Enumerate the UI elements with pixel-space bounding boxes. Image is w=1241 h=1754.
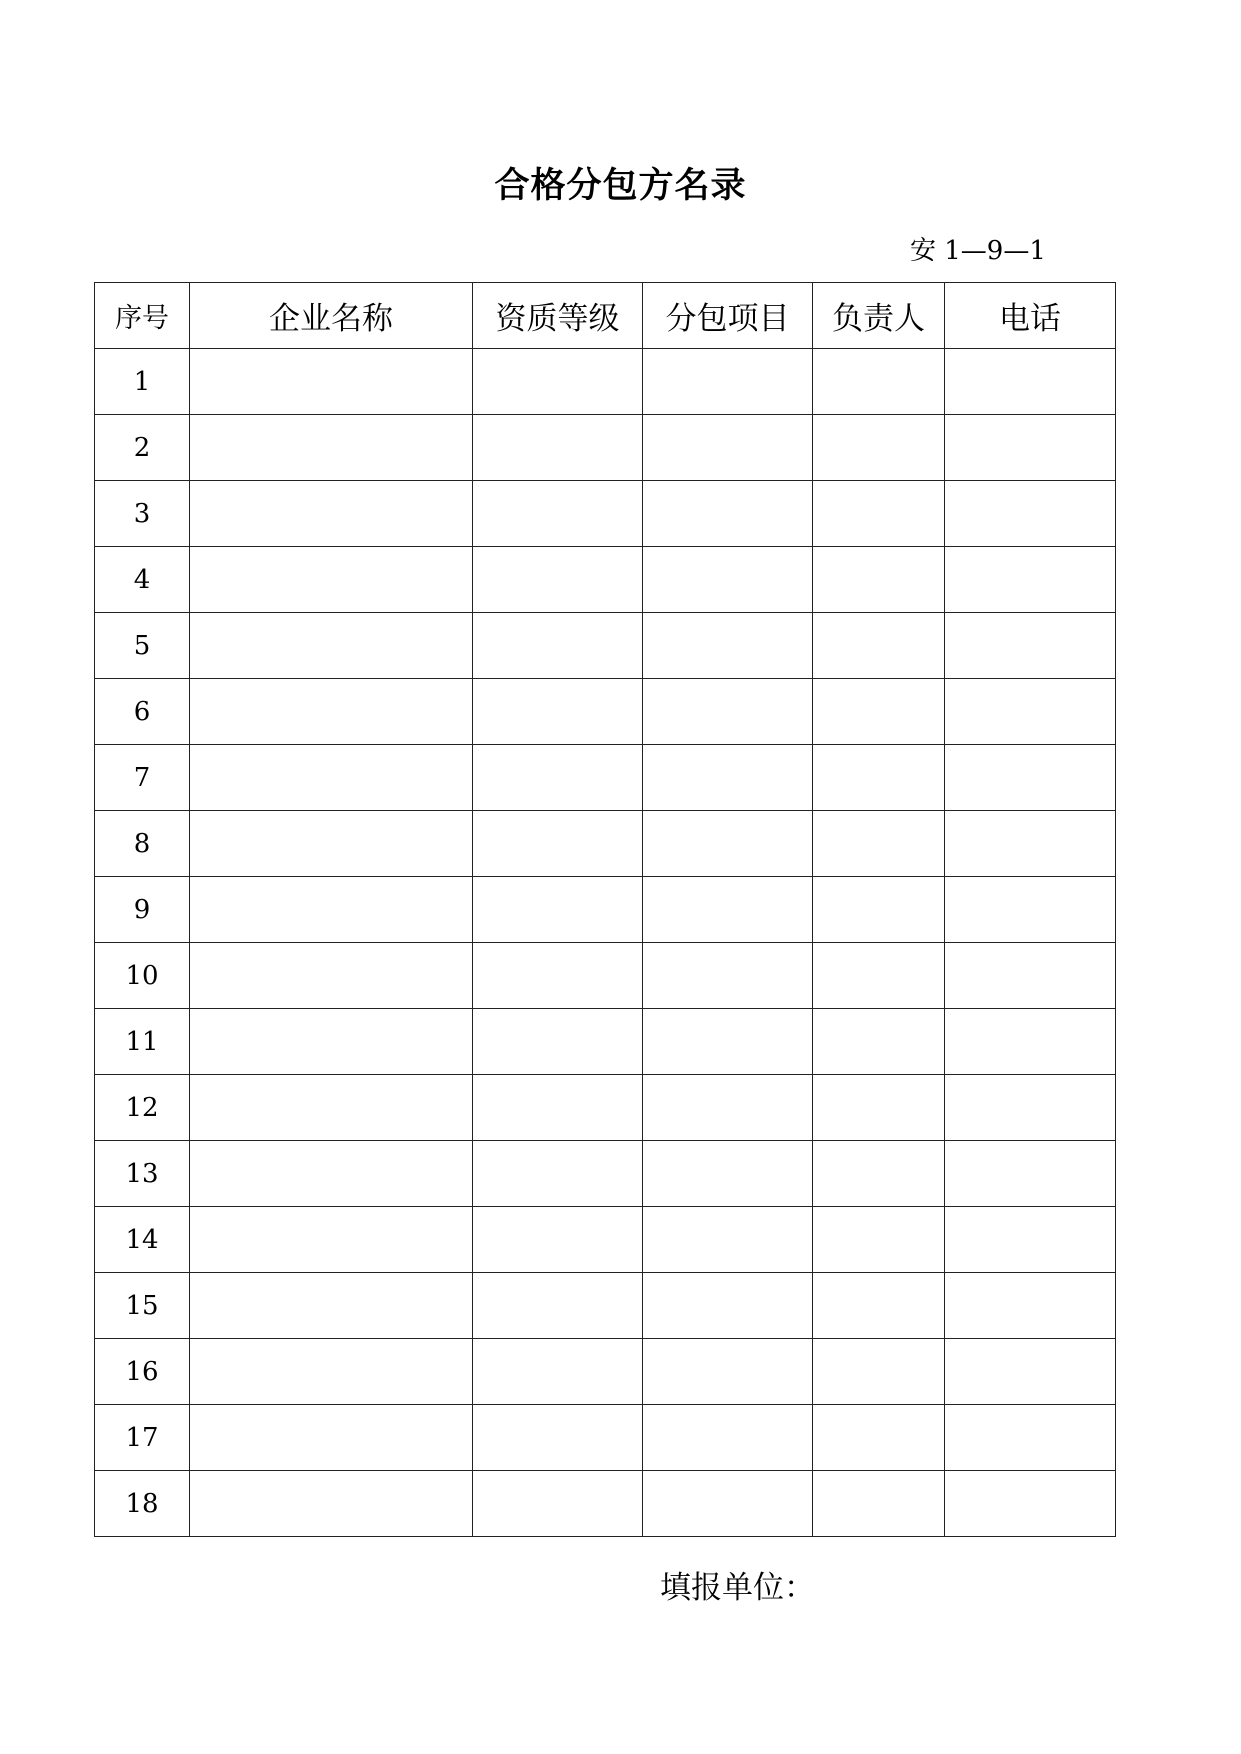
cell-manager[interactable] (813, 877, 945, 943)
cell-qualification[interactable] (473, 679, 643, 745)
cell-phone[interactable] (945, 415, 1116, 481)
cell-phone[interactable] (945, 481, 1116, 547)
cell-project[interactable] (643, 1273, 813, 1339)
cell-qualification[interactable] (473, 1405, 643, 1471)
row-seq-cell: 2 (95, 415, 190, 481)
cell-company[interactable] (190, 1339, 473, 1405)
cell-phone[interactable] (945, 877, 1116, 943)
table-row (95, 349, 1116, 415)
table-row (95, 1339, 1116, 1405)
cell-manager[interactable] (813, 745, 945, 811)
cell-company[interactable] (190, 1075, 473, 1141)
table-header-row (95, 283, 1116, 349)
cell-project[interactable] (643, 1207, 813, 1273)
cell-manager[interactable] (813, 943, 945, 1009)
cell-company[interactable] (190, 1471, 473, 1537)
cell-manager[interactable] (813, 547, 945, 613)
cell-company[interactable] (190, 811, 473, 877)
cell-project[interactable] (643, 1471, 813, 1537)
cell-project[interactable] (643, 1141, 813, 1207)
cell-qualification[interactable] (473, 613, 643, 679)
cell-manager[interactable] (813, 1339, 945, 1405)
cell-project[interactable] (643, 547, 813, 613)
table-row (95, 547, 1116, 613)
column-header-project: 分包项目 (643, 283, 813, 349)
cell-manager[interactable] (813, 1273, 945, 1339)
cell-phone[interactable] (945, 1405, 1116, 1471)
cell-phone[interactable] (945, 349, 1116, 415)
row-seq-cell: 15 (95, 1273, 190, 1339)
cell-phone[interactable] (945, 943, 1116, 1009)
cell-qualification[interactable] (473, 1471, 643, 1537)
cell-company[interactable] (190, 877, 473, 943)
cell-project[interactable] (643, 943, 813, 1009)
row-seq-cell: 7 (95, 745, 190, 811)
row-seq-cell: 4 (95, 547, 190, 613)
table-row (95, 1471, 1116, 1537)
cell-manager[interactable] (813, 811, 945, 877)
table-row (95, 1009, 1116, 1075)
row-seq-cell: 12 (95, 1075, 190, 1141)
cell-qualification[interactable] (473, 1075, 643, 1141)
cell-phone[interactable] (945, 811, 1116, 877)
cell-qualification[interactable] (473, 1009, 643, 1075)
table-row (95, 481, 1116, 547)
cell-project[interactable] (643, 415, 813, 481)
table-row (95, 1405, 1116, 1471)
reporting-unit-label: 填报单位： (660, 1570, 815, 1606)
cell-company[interactable] (190, 1273, 473, 1339)
cell-project[interactable] (643, 877, 813, 943)
table-row (95, 745, 1116, 811)
row-seq-cell: 8 (95, 811, 190, 877)
cell-qualification[interactable] (473, 877, 643, 943)
column-header-company: 企业名称 (190, 283, 473, 349)
cell-project[interactable] (643, 1339, 813, 1405)
cell-manager[interactable] (813, 1471, 945, 1537)
cell-company[interactable] (190, 1405, 473, 1471)
subcontractor-table (94, 282, 1116, 1537)
cell-company[interactable] (190, 745, 473, 811)
cell-phone[interactable] (945, 1009, 1116, 1075)
column-header-seq: 序号 (95, 283, 190, 349)
cell-phone[interactable] (945, 1273, 1116, 1339)
cell-qualification[interactable] (473, 1141, 643, 1207)
row-seq-cell: 13 (95, 1141, 190, 1207)
cell-phone[interactable] (945, 1339, 1116, 1405)
cell-phone[interactable] (945, 679, 1116, 745)
table-row (95, 679, 1116, 745)
cell-manager[interactable] (813, 1141, 945, 1207)
cell-project[interactable] (643, 1405, 813, 1471)
cell-manager[interactable] (813, 481, 945, 547)
row-seq-cell: 9 (95, 877, 190, 943)
column-header-phone: 电话 (945, 283, 1116, 349)
cell-phone[interactable] (945, 1075, 1116, 1141)
cell-company[interactable] (190, 481, 473, 547)
row-seq-cell: 3 (95, 481, 190, 547)
row-seq-cell: 10 (95, 943, 190, 1009)
table-row (95, 1075, 1116, 1141)
cell-manager[interactable] (813, 1405, 945, 1471)
cell-qualification[interactable] (473, 547, 643, 613)
cell-phone[interactable] (945, 547, 1116, 613)
table-row (95, 1141, 1116, 1207)
cell-manager[interactable] (813, 1075, 945, 1141)
cell-manager[interactable] (813, 349, 945, 415)
column-header-qualification: 资质等级 (473, 283, 643, 349)
cell-company[interactable] (190, 349, 473, 415)
cell-project[interactable] (643, 481, 813, 547)
cell-qualification[interactable] (473, 481, 643, 547)
cell-phone[interactable] (945, 1471, 1116, 1537)
cell-company[interactable] (190, 613, 473, 679)
cell-phone[interactable] (945, 745, 1116, 811)
cell-project[interactable] (643, 613, 813, 679)
cell-project[interactable] (643, 679, 813, 745)
row-seq-cell: 14 (95, 1207, 190, 1273)
cell-phone[interactable] (945, 1141, 1116, 1207)
row-seq-cell: 17 (95, 1405, 190, 1471)
table-row (95, 943, 1116, 1009)
cell-qualification[interactable] (473, 1273, 643, 1339)
cell-company[interactable] (190, 679, 473, 745)
cell-phone[interactable] (945, 1207, 1116, 1273)
cell-qualification[interactable] (473, 1207, 643, 1273)
row-seq-cell: 11 (95, 1009, 190, 1075)
row-seq-cell: 18 (95, 1471, 190, 1537)
cell-qualification[interactable] (473, 745, 643, 811)
cell-qualification[interactable] (473, 1339, 643, 1405)
cell-project[interactable] (643, 349, 813, 415)
cell-manager[interactable] (813, 679, 945, 745)
table-row (95, 877, 1116, 943)
cell-phone[interactable] (945, 613, 1116, 679)
row-seq-cell: 6 (95, 679, 190, 745)
table-row (95, 1273, 1116, 1339)
cell-qualification[interactable] (473, 415, 643, 481)
cell-project[interactable] (643, 811, 813, 877)
cell-manager[interactable] (813, 613, 945, 679)
cell-qualification[interactable] (473, 349, 643, 415)
cell-company[interactable] (190, 1207, 473, 1273)
row-seq-cell: 5 (95, 613, 190, 679)
cell-company[interactable] (190, 415, 473, 481)
row-seq-cell: 1 (95, 349, 190, 415)
cell-qualification[interactable] (473, 943, 643, 1009)
table-row (95, 1207, 1116, 1273)
cell-project[interactable] (643, 1075, 813, 1141)
cell-company[interactable] (190, 1141, 473, 1207)
cell-company[interactable] (190, 943, 473, 1009)
cell-company[interactable] (190, 1009, 473, 1075)
cell-manager[interactable] (813, 1009, 945, 1075)
cell-manager[interactable] (813, 1207, 945, 1273)
table-row (95, 415, 1116, 481)
cell-company[interactable] (190, 547, 473, 613)
cell-project[interactable] (643, 745, 813, 811)
column-header-manager: 负责人 (813, 283, 945, 349)
table-row (95, 613, 1116, 679)
cell-qualification[interactable] (473, 811, 643, 877)
table-row (95, 811, 1116, 877)
form-code: 安 1—9—1 (910, 236, 1046, 266)
row-seq-cell: 16 (95, 1339, 190, 1405)
cell-manager[interactable] (813, 415, 945, 481)
cell-project[interactable] (643, 1009, 813, 1075)
page-title: 合格分包方名录 (494, 166, 747, 206)
